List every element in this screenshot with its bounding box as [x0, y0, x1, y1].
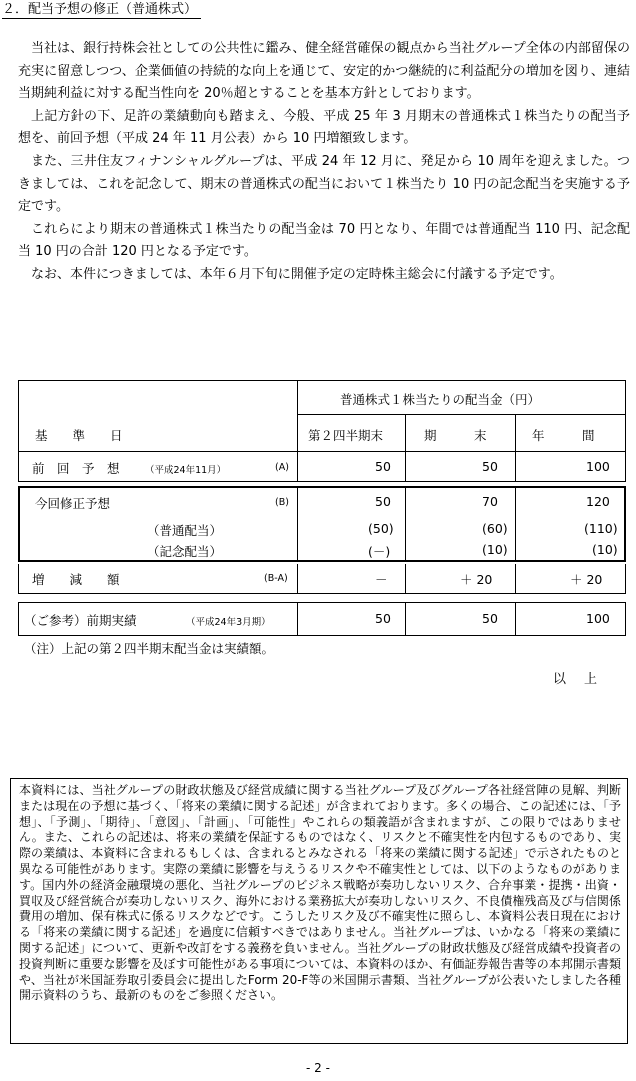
- row-ordinary-annual: (110): [584, 521, 618, 536]
- row-reference-annual: 100: [586, 611, 610, 626]
- closing-mark: 以上: [553, 672, 616, 687]
- row-change-end: ＋ 20: [460, 572, 493, 587]
- row-change-annual: ＋ 20: [570, 572, 603, 587]
- paragraph-increase: 上記方針の下、足許の業績動向も踏まえ、今般、平成 25 年 3 月期末の普通株式１株当たりの配当予想を、前回予想（平成 24 年 11 月公表）から 10 円増額致します。: [18, 108, 630, 147]
- row-previous-code: (A): [275, 462, 289, 473]
- row-commemorative-q2: (－): [368, 544, 391, 559]
- row-commemorative-label: （記念配当）: [147, 544, 223, 559]
- row-previous-label: 前 回 予 想: [32, 461, 120, 476]
- row-change-q2: －: [375, 572, 388, 587]
- row-reference-label: （ご参考）前期実績: [24, 613, 137, 628]
- page-number: - 2 -: [306, 1061, 330, 1075]
- col-header-q2: 第２四半期末: [308, 428, 384, 443]
- row-ordinary-label: （普通配当）: [147, 523, 223, 538]
- row-reference-end: 50: [482, 611, 498, 626]
- row-previous-annual: 100: [586, 459, 610, 474]
- row-revised-label: 今回修正予想: [35, 496, 111, 511]
- row-commemorative-end: (10): [482, 542, 508, 557]
- row-revised-annual: 120: [586, 494, 610, 509]
- row-previous-end: 50: [482, 459, 498, 474]
- col-header-date: 基 準 日: [35, 428, 123, 443]
- row-reference-q2: 50: [375, 611, 391, 626]
- col-header-end: 期 末: [424, 428, 487, 443]
- paragraph-total: これらにより期末の普通株式１株当たりの配当金は 70 円となり、年間では普通配当 110 円、記念配当 10 円の合計 120 円となる予定です。: [18, 221, 630, 260]
- row-change-label: 増 減 額: [32, 572, 120, 587]
- row-reference-note: （平成24年3月期）: [186, 617, 271, 628]
- row-revised-end: 70: [482, 494, 498, 509]
- row-revised-code: (B): [275, 497, 289, 508]
- row-previous-q2: 50: [375, 459, 391, 474]
- row-revised-q2: 50: [375, 494, 391, 509]
- row-commemorative-annual: (10): [592, 542, 618, 557]
- group-header: 普通株式１株当たりの配当金（円）: [340, 392, 541, 407]
- col-header-annual: 年 間: [532, 428, 595, 443]
- table-footnote: （注）上記の第２四半期末配当金は実績額。: [24, 641, 275, 656]
- row-change-code: (B-A): [264, 573, 288, 584]
- row-previous-note: （平成24年11月）: [145, 465, 227, 476]
- paragraph-anniversary: また、三井住友フィナンシャルグループは、平成 24 年 12 月に、発足から 10 周年を迎えました。つきましては、これを記念して、期末の普通株式の配当において１株当たり 10 円の記念配当を実施する予定です。: [18, 153, 630, 215]
- paragraph-agm: なお、本件につきましては、本年６月下旬に開催予定の定時株主総会に付議する予定です。: [31, 266, 563, 282]
- row-ordinary-q2: (50): [368, 521, 394, 536]
- section-heading: ２．配当予想の修正（普通株式）: [2, 2, 201, 19]
- forward-looking-disclaimer: 本資料には、当社グループの財政状態及び経営成績に関する当社グループ及びグループ各社経営陣の見解、判断または現在の予想に基づく、「将来の業績に関する記述」が含まれております。多くの場合、この記述には、「予想」、「予測」、「期待」、「意図」、「計画」、「可能性」やこれらの類義語が含まれますが、この限りではありません。また、これらの記述は、将来の業績を保証するものではなく、リスクと不確実性を内包するものであり、実際の業績は、本資料に含まれるもしくは、含まれるとみなされる「将来の業績に関する記述」で示されたものと異なる可能性があります。実際の業績に影響を与えうるリスクや不確実性としては、以下のようなものがあります。国内外の経済金融環境の悪化、当社グループのビジネス戦略が奏功しないリスク、合弁事業・提携・出資・買収及び経営統合が奏功しないリスク、海外における業務拡大が奏功しないリスク、不良債権残高及び与信関係費用の増加、保有株式に係るリスクなどです。こうしたリスク及び不確実性に照らし、本資料公表日現在における「将来の業績に関する記述」を過度に信頼すべきではありません。当社グループは、いかなる「将来の業績に関する記述」について、更新や改訂をする義務を負いません。当社グループの財政状態及び経営成績や投資者の投資判断に重要な影響を及ぼす可能性がある事項については、本資料のほか、有価証券報告書等の本邦開示書類や、当社が米国証券取引委員会に提出したForm 20-F等の米国開示書類、当社グループが公表いたしました各種開示資料のうち、最新のものをご参照ください。: [10, 778, 628, 1044]
- paragraph-policy: 当社は、銀行持株会社としての公共性に鑑み、健全経営確保の観点から当社グループ全体の内部留保の充実に留意しつつ、企業価値の持続的な向上を通じて、安定的かつ継続的に利益配分の増加を図り、連結当期純利益に対する配当性向を 20％超とすることを基本方針としております。: [18, 41, 630, 102]
- row-ordinary-end: (60): [482, 521, 508, 536]
